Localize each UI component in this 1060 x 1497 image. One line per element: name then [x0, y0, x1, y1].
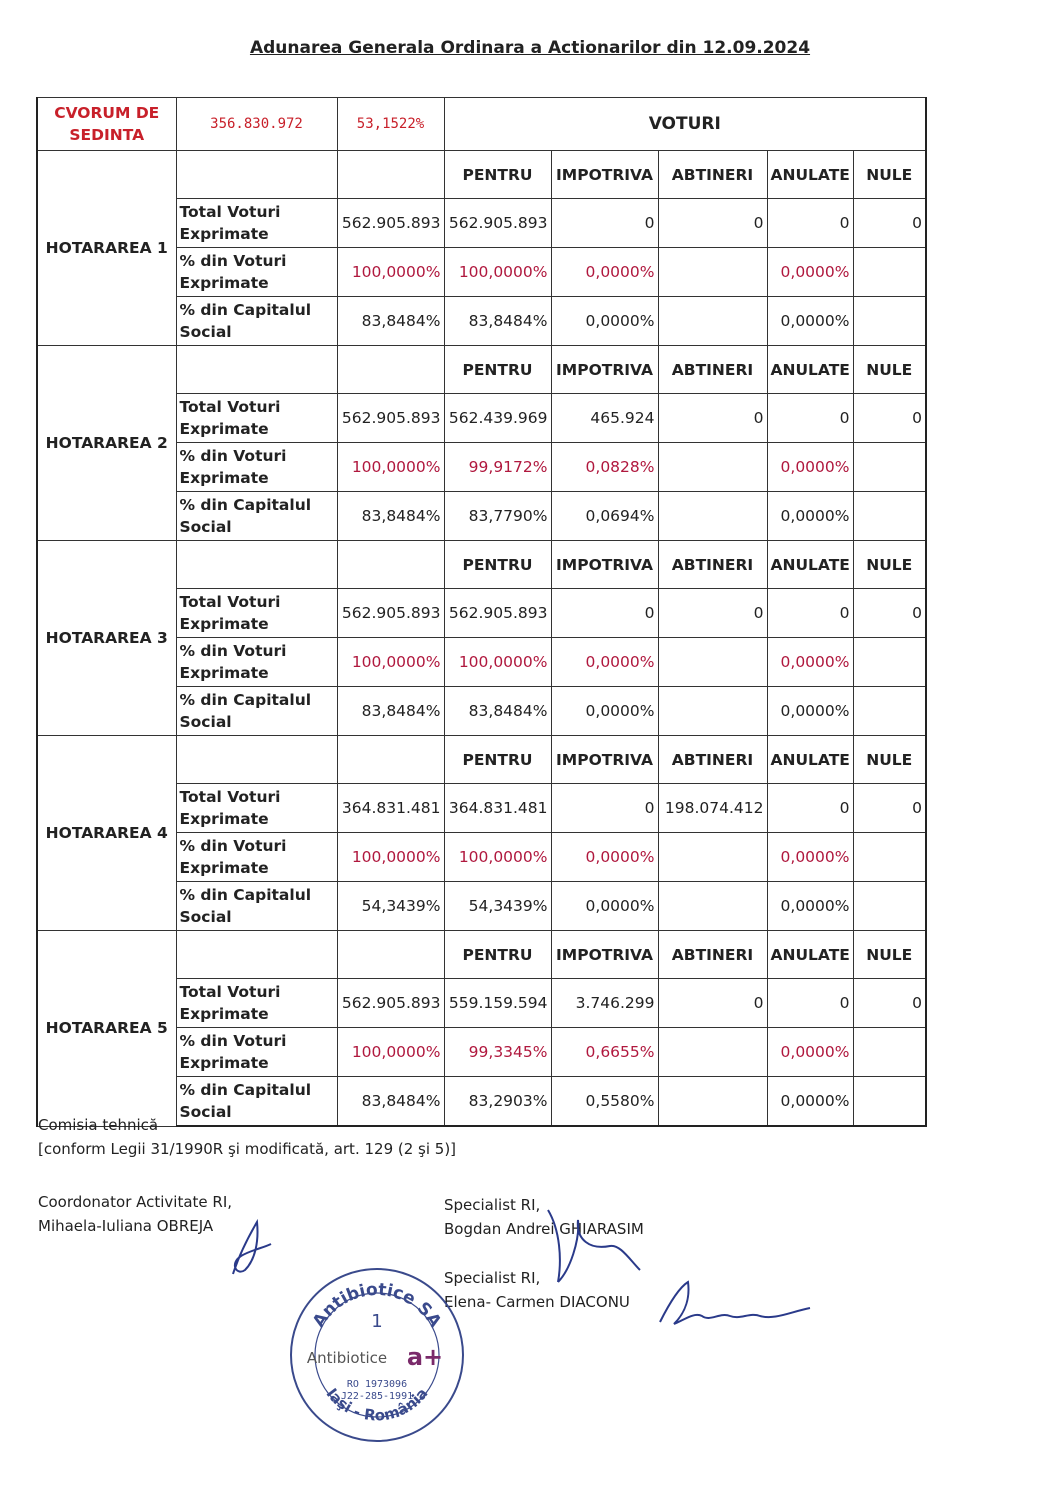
value-cell: 0	[853, 199, 926, 248]
stamp-bottom-text: Iaşi - România	[322, 1384, 432, 1425]
value-cell	[853, 248, 926, 297]
value-cell: 83,8484%	[337, 1077, 444, 1127]
column-header: IMPOTRIVA	[551, 931, 658, 979]
column-header: ANULATE	[767, 346, 853, 394]
resolution-name: HOTARAREA 1	[37, 151, 176, 346]
signer3-role: Specialist RI,	[444, 1269, 541, 1287]
value-cell: 0,0000%	[551, 297, 658, 346]
resolution-name: HOTARAREA 4	[37, 736, 176, 931]
value-cell	[658, 833, 767, 882]
row-label: % din Capitalul Social	[176, 297, 337, 346]
value-cell	[658, 687, 767, 736]
value-cell: 0,0000%	[551, 882, 658, 931]
resolution-header-row	[37, 541, 926, 589]
stamp-top-text: Antibiotice SA	[308, 1279, 446, 1332]
value-cell: 0	[658, 589, 767, 638]
value-cell	[853, 492, 926, 541]
value-cell: 0,0000%	[767, 882, 853, 931]
row-label: % din Voturi Exprimate	[176, 833, 337, 882]
value-cell: 0	[767, 784, 853, 833]
signer1-name: Mihaela-Iuliana OBREJA	[38, 1217, 214, 1235]
value-cell: 562.905.893	[337, 199, 444, 248]
column-header: ANULATE	[767, 931, 853, 979]
value-cell: 100,0000%	[337, 1028, 444, 1077]
signer2-name: Bogdan Andrei GHIARASIM	[444, 1220, 644, 1238]
value-cell: 562.439.969	[444, 394, 551, 443]
value-cell	[658, 492, 767, 541]
row-label: % din Voturi Exprimate	[176, 443, 337, 492]
value-cell	[853, 638, 926, 687]
quorum-shares: 356.830.972	[176, 98, 337, 151]
empty-header-cell	[176, 541, 337, 589]
value-cell: 0,0000%	[551, 638, 658, 687]
value-cell: 0	[767, 199, 853, 248]
value-cell: 100,0000%	[444, 833, 551, 882]
row-label: % din Voturi Exprimate	[176, 1028, 337, 1077]
column-header: PENTRU	[444, 541, 551, 589]
resolution-name: HOTARAREA 3	[37, 541, 176, 736]
votes-heading: VOTURI	[444, 98, 926, 151]
value-cell: 0	[767, 589, 853, 638]
value-cell: 0	[658, 979, 767, 1028]
value-cell: 198.074.412	[658, 784, 767, 833]
empty-header-cell	[337, 151, 444, 199]
column-header: ABTINERI	[658, 931, 767, 979]
value-cell	[853, 443, 926, 492]
empty-header-cell	[176, 151, 337, 199]
quorum-percent: 53,1522%	[337, 98, 444, 151]
value-cell	[658, 1028, 767, 1077]
row-label: Total Voturi Exprimate	[176, 979, 337, 1028]
value-cell	[853, 1077, 926, 1127]
value-cell: 0,0000%	[551, 833, 658, 882]
empty-header-cell	[176, 346, 337, 394]
column-header: IMPOTRIVA	[551, 151, 658, 199]
row-label: % din Capitalul Social	[176, 687, 337, 736]
empty-header-cell	[176, 736, 337, 784]
value-cell: 83,7790%	[444, 492, 551, 541]
value-cell: 0	[853, 589, 926, 638]
value-cell	[853, 687, 926, 736]
value-cell: 562.905.893	[444, 589, 551, 638]
value-cell: 562.905.893	[337, 394, 444, 443]
row-label: Total Voturi Exprimate	[176, 589, 337, 638]
empty-header-cell	[337, 541, 444, 589]
row-label: % din Voturi Exprimate	[176, 638, 337, 687]
value-cell: 562.905.893	[337, 979, 444, 1028]
stamp-brand: Antibiotice	[306, 1349, 388, 1367]
value-cell: 0	[658, 199, 767, 248]
value-cell: 0	[551, 784, 658, 833]
value-cell: 0,0828%	[551, 443, 658, 492]
company-stamp	[287, 1265, 467, 1445]
value-cell: 0,0000%	[767, 1077, 853, 1127]
row-label: Total Voturi Exprimate	[176, 784, 337, 833]
value-cell: 100,0000%	[444, 248, 551, 297]
value-cell: 0	[853, 979, 926, 1028]
value-cell	[853, 833, 926, 882]
empty-header-cell	[337, 346, 444, 394]
voting-results-table	[36, 97, 927, 1127]
value-cell: 100,0000%	[444, 638, 551, 687]
value-cell: 0	[853, 784, 926, 833]
column-header: NULE	[853, 151, 926, 199]
value-cell: 562.905.893	[444, 199, 551, 248]
column-header: ANULATE	[767, 151, 853, 199]
stamp-code1: RO 1973096	[346, 1379, 408, 1390]
column-header: ABTINERI	[658, 151, 767, 199]
resolution-header-row	[37, 931, 926, 979]
value-cell: 0,0000%	[767, 687, 853, 736]
value-cell: 0	[658, 394, 767, 443]
commission-title: Comisia tehnică	[38, 1116, 159, 1134]
value-cell: 559.159.594	[444, 979, 551, 1028]
column-header: ANULATE	[767, 541, 853, 589]
signer-coordinator	[38, 1190, 232, 1238]
value-cell	[658, 1077, 767, 1127]
row-label: Total Voturi Exprimate	[176, 394, 337, 443]
column-header: NULE	[853, 736, 926, 784]
empty-header-cell	[176, 931, 337, 979]
row-label: Total Voturi Exprimate	[176, 199, 337, 248]
column-header: NULE	[853, 346, 926, 394]
document-title: Adunarea Generala Ordinara a Actionarilor din 12.09.2024	[249, 38, 811, 58]
column-header: PENTRU	[444, 931, 551, 979]
legal-note: [conform Legii 31/1990R şi modificată, art. 129 (2 şi 5)]	[38, 1140, 457, 1158]
row-label: % din Capitalul Social	[176, 492, 337, 541]
empty-header-cell	[337, 931, 444, 979]
column-header: ABTINERI	[658, 736, 767, 784]
column-header: NULE	[853, 541, 926, 589]
value-cell: 83,8484%	[337, 297, 444, 346]
signature-obreja	[215, 1212, 275, 1282]
row-label: % din Voturi Exprimate	[176, 248, 337, 297]
value-cell: 0,0000%	[767, 443, 853, 492]
value-cell: 54,3439%	[444, 882, 551, 931]
value-cell: 0,0000%	[767, 1028, 853, 1077]
resolution-header-row	[37, 736, 926, 784]
column-header: ABTINERI	[658, 346, 767, 394]
signer1-role: Coordonator Activitate RI,	[38, 1193, 233, 1211]
resolution-name: HOTARAREA 2	[37, 346, 176, 541]
value-cell: 465.924	[551, 394, 658, 443]
value-cell: 100,0000%	[337, 638, 444, 687]
value-cell: 99,3345%	[444, 1028, 551, 1077]
column-header: IMPOTRIVA	[551, 541, 658, 589]
value-cell: 83,2903%	[444, 1077, 551, 1127]
signer2-role: Specialist RI,	[444, 1196, 541, 1214]
value-cell: 0,0000%	[551, 687, 658, 736]
value-cell: 0,0000%	[767, 638, 853, 687]
footer-commission-block	[38, 1113, 456, 1161]
value-cell: 0,0000%	[767, 248, 853, 297]
value-cell: 54,3439%	[337, 882, 444, 931]
column-header: ABTINERI	[658, 541, 767, 589]
value-cell: 0	[767, 979, 853, 1028]
signer3-name: Elena- Carmen DIACONU	[444, 1293, 630, 1311]
quorum-label: CVORUM DE SEDINTA	[37, 98, 176, 151]
value-cell	[658, 638, 767, 687]
column-header: PENTRU	[444, 736, 551, 784]
value-cell: 83,8484%	[444, 687, 551, 736]
stamp-logo: a+	[406, 1343, 444, 1371]
empty-header-cell	[337, 736, 444, 784]
stamp-code2: J22-285-1991	[340, 1391, 414, 1402]
value-cell	[658, 443, 767, 492]
column-header: PENTRU	[444, 151, 551, 199]
value-cell: 0	[767, 394, 853, 443]
row-label: % din Capitalul Social	[176, 1077, 337, 1127]
column-header: ANULATE	[767, 736, 853, 784]
stamp-number: 1	[371, 1311, 383, 1332]
row-label: % din Capitalul Social	[176, 882, 337, 931]
value-cell: 0	[551, 589, 658, 638]
value-cell: 83,8484%	[337, 687, 444, 736]
value-cell: 83,8484%	[444, 297, 551, 346]
resolution-header-row	[37, 151, 926, 199]
value-cell: 562.905.893	[337, 589, 444, 638]
value-cell: 364.831.481	[444, 784, 551, 833]
signature-ghiarasim	[520, 1200, 650, 1290]
value-cell: 0,5580%	[551, 1077, 658, 1127]
value-cell: 100,0000%	[337, 248, 444, 297]
value-cell	[853, 297, 926, 346]
value-cell: 364.831.481	[337, 784, 444, 833]
value-cell: 3.746.299	[551, 979, 658, 1028]
value-cell: 99,9172%	[444, 443, 551, 492]
value-cell: 100,0000%	[337, 833, 444, 882]
value-cell	[853, 1028, 926, 1077]
value-cell: 0,0000%	[767, 833, 853, 882]
value-cell: 0,0000%	[767, 492, 853, 541]
value-cell: 83,8484%	[337, 492, 444, 541]
value-cell	[658, 297, 767, 346]
value-cell: 100,0000%	[337, 443, 444, 492]
value-cell: 0	[551, 199, 658, 248]
value-cell: 0,0694%	[551, 492, 658, 541]
value-cell	[658, 882, 767, 931]
value-cell	[658, 248, 767, 297]
value-cell: 0,0000%	[767, 297, 853, 346]
column-header: IMPOTRIVA	[551, 736, 658, 784]
resolution-header-row	[37, 346, 926, 394]
value-cell: 0,6655%	[551, 1028, 658, 1077]
column-header: IMPOTRIVA	[551, 346, 658, 394]
quorum-row	[37, 98, 926, 151]
value-cell: 0,0000%	[551, 248, 658, 297]
resolution-name: HOTARAREA 5	[37, 931, 176, 1127]
column-header: NULE	[853, 931, 926, 979]
column-header: PENTRU	[444, 346, 551, 394]
signature-diaconu	[650, 1272, 820, 1342]
value-cell: 0	[853, 394, 926, 443]
value-cell	[853, 882, 926, 931]
